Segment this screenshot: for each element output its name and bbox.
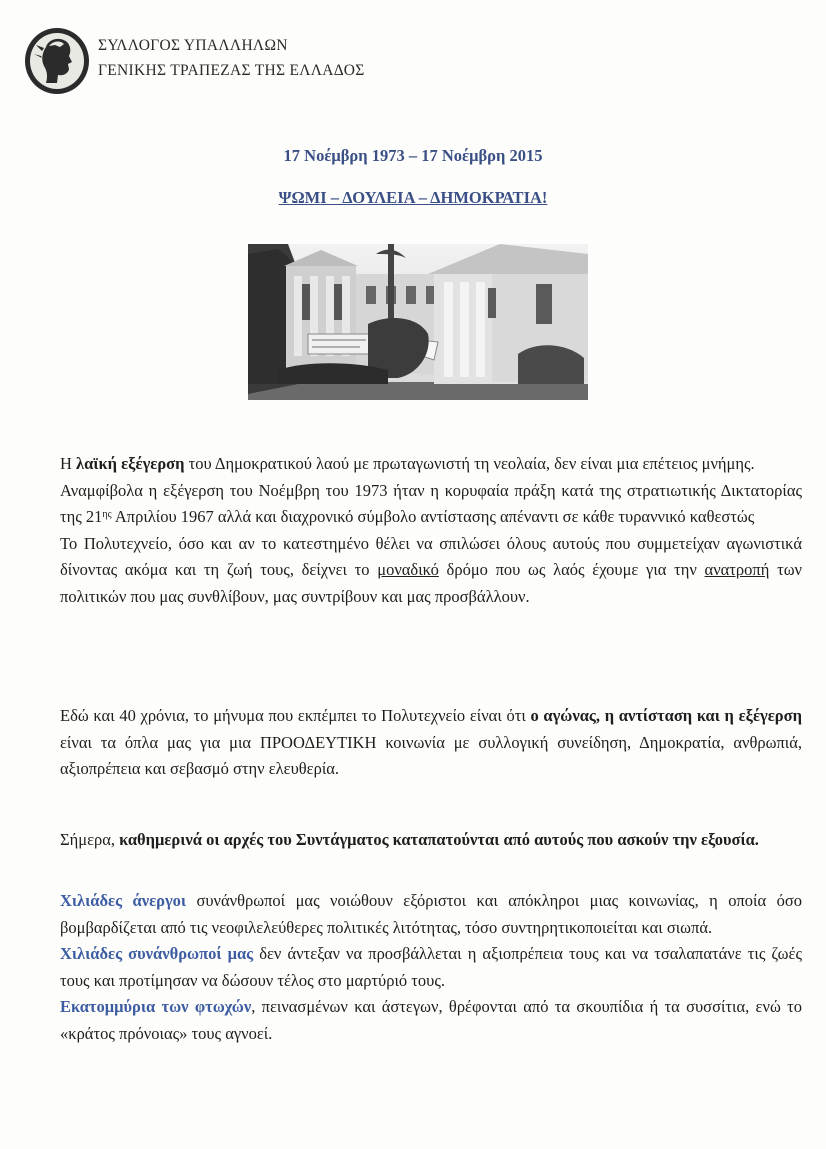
underlined-word: ανατροπή bbox=[704, 560, 770, 580]
paragraph-message bbox=[60, 703, 802, 783]
paragraph-consequences bbox=[60, 888, 802, 1048]
unemployed-line bbox=[60, 888, 802, 941]
intro-sentence-3 bbox=[60, 531, 802, 611]
text-span: Το Πολυτεχνείο, όσο και αν το κατεστημένο θέλει να σπιλώσει όλους αυτούς που συμμετείχαν αγωνιστικά δίνοντας ακόμα και τη ζωή τους, δείχνει το bbox=[60, 533, 802, 580]
highlight-phrase: Χιλιάδες συνάνθρωποί μας bbox=[60, 944, 254, 964]
poverty-line bbox=[60, 994, 802, 1047]
ordinal-superscript: ης bbox=[102, 509, 112, 521]
underlined-word: μοναδικό bbox=[377, 560, 439, 580]
text-span: δεν άντεξαν να προσβάλλεται η αξιοπρέπεια τους και να τσαλαπατάνε τις ζωές τους και προτίμησαν να δώσουν τέλος στο μαρτύριό τους. bbox=[60, 944, 802, 990]
hermes-head-logo-icon bbox=[24, 27, 90, 95]
org-line-1: ΣΥΛΛΟΓΟΣ ΥΠΑΛΛΗΛΩΝ bbox=[98, 37, 288, 54]
intro-sentence-2 bbox=[60, 478, 802, 531]
suicides-line bbox=[60, 941, 802, 994]
org-line-2: ΓΕΝΙΚΗΣ ΤΡΑΠΕΖΑΣ ΤΗΣ ΕΛΛΑΔΟΣ bbox=[98, 62, 365, 79]
paragraph-intro bbox=[60, 451, 802, 611]
slogan-heading: ΨΩΜΙ – ΔΟΥΛΕΙΑ – ΔΗΜΟΚΡΑΤΙΑ! bbox=[278, 188, 548, 207]
text-span: Σήμερα, bbox=[60, 830, 120, 849]
text-span: είναι τα όπλα μας για μια ΠΡΟΟΔΕΥΤΙΚΗ κοινωνία με συλλογική συνείδηση, Δημοκρατία, ανθρωπιά, αξιοπρέπεια και σεβασμό στην ελευθερία. bbox=[60, 732, 802, 779]
text-span: των πολιτικών που μας συνθλίβουν, μας συντρίβουν και μας προσβάλλουν. bbox=[60, 560, 803, 606]
text-span: Απριλίου 1967 αλλά και διαχρονικό σύμβολο αντίστασης απέναντι σε κάθε τυραννικό καθεστώς bbox=[111, 507, 755, 527]
text-span: δρόμο που ως λαός έχουμε για την bbox=[438, 560, 705, 580]
text-span: , πεινασμένων και άστεγων, θρέφονται από τα σκουπίδια ή τα συσσίτια, ενώ το «κράτος πρόνοιας» τους αγνοεί. bbox=[60, 997, 802, 1043]
date-heading: 17 Νοέμβρη 1973 – 17 Νοέμβρη 2015 bbox=[283, 146, 543, 165]
bold-phrase: λαϊκή εξέγερση bbox=[76, 454, 185, 473]
text-span: Η bbox=[60, 454, 77, 473]
text-span: Αναμφίβολα η εξέγερση του Νοέμβρη του 1973 ήταν η κορυφαία πράξη κατά της στρατιωτικής Δικτατορίας της 21 bbox=[60, 480, 802, 527]
text-span: Εδώ και 40 χρόνια, το μήνυμα που εκπέμπει το Πολυτεχνείο είναι ότι bbox=[60, 706, 531, 725]
intro-sentence-1 bbox=[60, 451, 802, 478]
text-span: συνάνθρωποί μας νοιώθουν εξόριστοι και απόκληροι μιας κοινωνίας, η οποία όσο βομβαρδίζεται από τις νεοφιλελεύθερες πολιτικές λιτότητας, τόσο συντηρητικοποιείται και σιωπά. bbox=[60, 891, 802, 937]
message-text bbox=[60, 703, 802, 783]
organization-name bbox=[98, 33, 365, 83]
bold-phrase: ο αγώνας, η αντίσταση και η εξέγερση bbox=[530, 706, 802, 725]
today-text bbox=[60, 827, 802, 854]
polytechnic-building-photo bbox=[248, 244, 588, 400]
text-span: του Δημοκρατικού λαού με πρωταγωνιστή τη νεολαία, δεν είναι μια επέτειος μνήμης. bbox=[184, 454, 755, 473]
paragraph-today bbox=[60, 827, 802, 854]
highlight-phrase: Εκατομμύρια των φτωχών bbox=[60, 997, 252, 1017]
highlight-phrase: Χιλιάδες άνεργοι bbox=[60, 891, 187, 910]
bold-phrase: καθημερινά οι αρχές του Συντάγματος καταπατούνται από αυτούς που ασκούν την εξουσία. bbox=[119, 830, 759, 849]
